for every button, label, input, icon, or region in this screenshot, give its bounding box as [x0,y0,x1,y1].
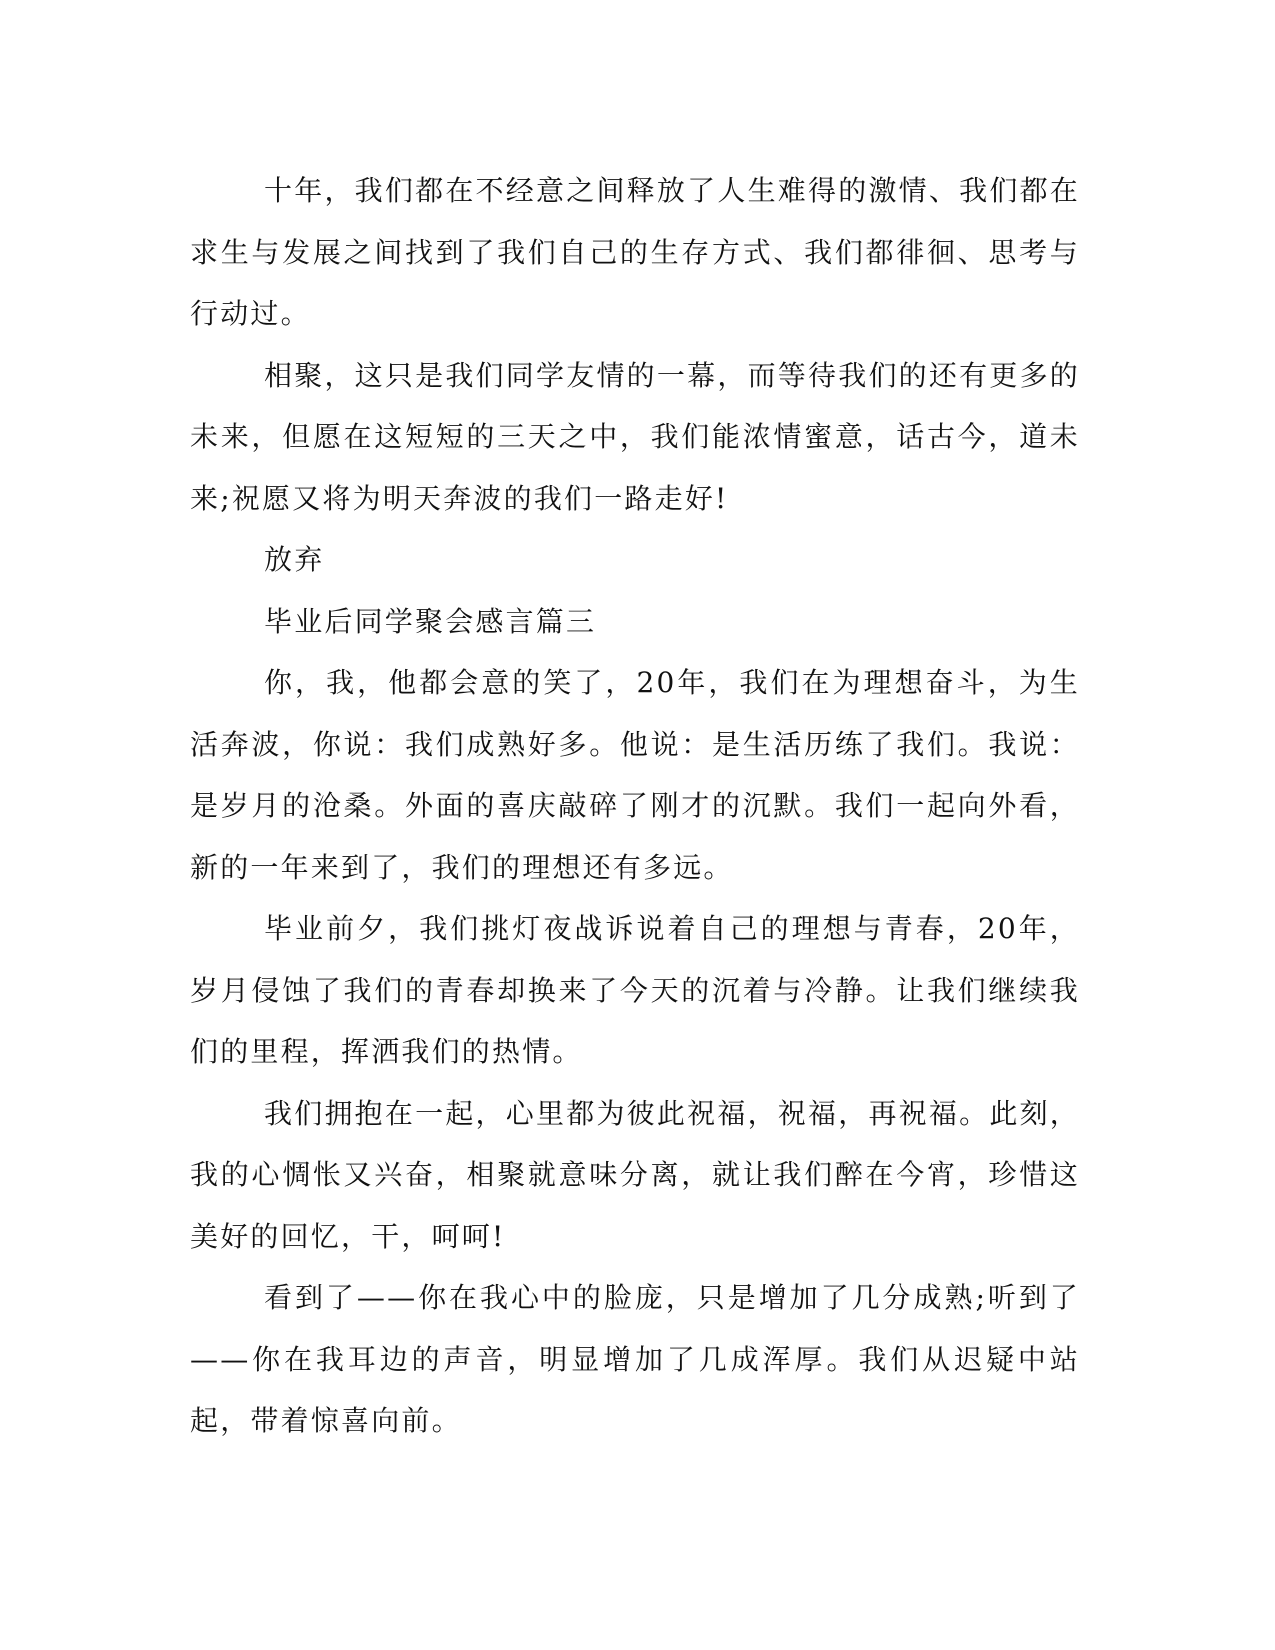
document-body [190,160,1080,1452]
paragraph-6: 毕业前夕，我们挑灯夜战诉说着自己的理想与青春，20年，岁月侵蚀了我们的青春却换来了今天的沉着与冷静。让我们继续我们的里程，挥洒我们的热情。 [190,912,1080,1068]
section-heading: 毕业后同学聚会感言篇三 [264,604,597,638]
paragraph-1: 十年，我们都在不经意之间释放了人生难得的激情、我们都在求生与发展之间找到了我们自己的生存方式、我们都徘徊、思考与行动过。 [190,174,1080,330]
paragraph-8: 看到了——你在我心中的脸庞，只是增加了几分成熟;听到了——你在我耳边的声音，明显增加了几成浑厚。我们从迟疑中站起，带着惊喜向前。 [190,1281,1080,1437]
paragraph-3: 放弃 [264,543,325,576]
paragraph-7: 我们拥抱在一起，心里都为彼此祝福，祝福，再祝福。此刻，我的心惆怅又兴奋，相聚就意味分离，就让我们醉在今宵，珍惜这美好的回忆，干，呵呵! [190,1096,1080,1253]
paragraph-2: 相聚，这只是我们同学友情的一幕，而等待我们的还有更多的未来，但愿在这短短的三天之中，我们能浓情蜜意，话古今，道未来;祝愿又将为明天奔波的我们一路走好! [190,358,1080,515]
paragraph-5: 你，我，他都会意的笑了，20年，我们在为理想奋斗，为生活奔波，你说：我们成熟好多。他说：是生活历练了我们。我说：是岁月的沧桑。外面的喜庆敲碎了刚才的沉默。我们一起向外看，新的一年来到了，我们的理想还有多远。 [190,666,1080,884]
